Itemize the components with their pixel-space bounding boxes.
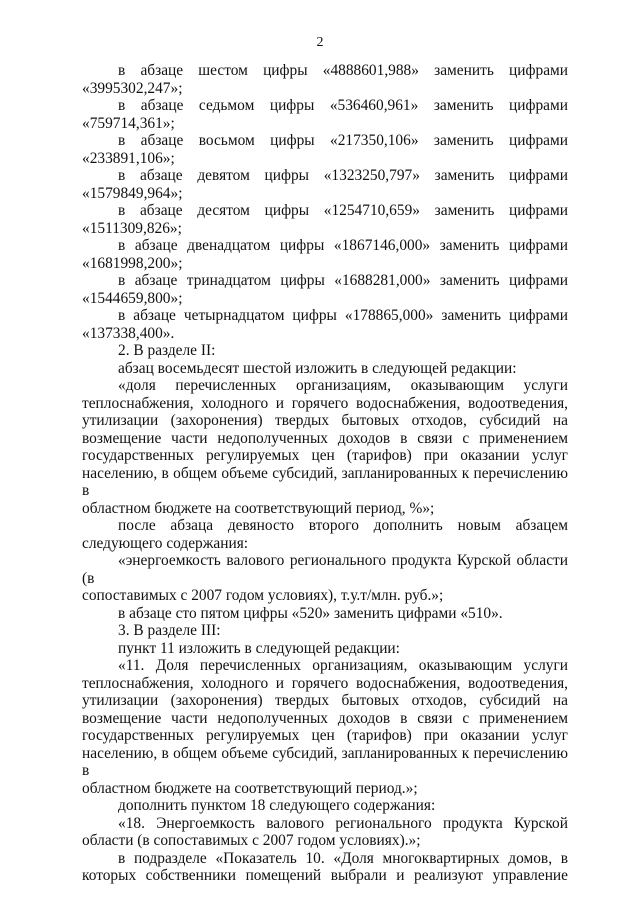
text-line: возмещение части недополученных доходов в связи с применением: [82, 429, 568, 447]
text-line: дополнить пунктом 18 следующего содержания:: [118, 797, 436, 814]
text-line: абзац восемьдесят шестой изложить в следующей редакции:: [118, 359, 517, 377]
text-line: возмещение части недополученных доходов в связи с применением: [82, 709, 568, 727]
page-number: 2: [316, 35, 324, 50]
text-line: областном бюджете на соответствующий период.»;: [82, 779, 418, 797]
text-line: населению, в общем объеме субсидий, запланированных к перечислению в: [82, 464, 568, 499]
text-line: «137338,400».: [82, 324, 175, 342]
text-line: утилизации (захоронения) твердых бытовых отходов, субсидий на: [82, 412, 568, 429]
text-line: пункт 11 изложить в следующей редакции:: [118, 639, 400, 657]
text-line: теплоснабжения, холодного и горячего водоснабжения, водоотведения,: [82, 674, 568, 692]
text-line: «759714,361»;: [82, 114, 175, 132]
text-line: «11. Доля перечисленных организациям, оказывающим услуги: [118, 657, 568, 674]
text-line: государственных регулируемых цен (тарифов) при оказании услуг: [82, 727, 568, 744]
text-line: в абзаце шестом цифры «4888601,988» заменить цифрами: [118, 62, 568, 79]
text-line: в абзаце тринадцатом цифры «1688281,000» заменить цифрами: [118, 272, 568, 289]
text-line: государственных регулируемых цен (тарифов) при оказании услуг: [82, 447, 568, 464]
text-line: теплоснабжения, холодного и горячего водоснабжения, водоотведения,: [82, 394, 568, 412]
text-line: «3995302,247»;: [82, 79, 183, 97]
text-line: после абзаца девяносто второго дополнить новым абзацем: [118, 517, 568, 534]
text-line: 3. В разделе III:: [118, 622, 221, 639]
text-line: в абзаце двенадцатом цифры «1867146,000» заменить цифрами: [118, 237, 568, 254]
text-line: «233891,106»;: [82, 149, 175, 167]
text-line: в подразделе «Показатель 10. «Доля многоквартирных домов, в: [118, 849, 568, 867]
text-line: населению, в общем объеме субсидий, запланированных к перечислению в: [82, 744, 568, 779]
text-line: утилизации (захоронения) твердых бытовых отходов, субсидий на: [82, 692, 568, 709]
text-line: в абзаце девятом цифры «1323250,797» заменить цифрами: [118, 167, 568, 184]
text-line: «1681998,200»;: [82, 254, 183, 272]
text-line: следующего содержания:: [82, 534, 249, 552]
text-line: «1511309,826»;: [82, 219, 182, 237]
text-line: «доля перечисленных организациям, оказывающим услуги: [118, 377, 568, 394]
text-line: областном бюджете на соответствующий период, %»;: [82, 499, 435, 517]
text-line: в абзаце восьмом цифры «217350,106» заменить цифрами: [118, 132, 568, 149]
text-line: которых собственники помещений выбрали и реализуют управление: [82, 867, 568, 884]
text-line: «1579849,964»;: [82, 184, 183, 202]
text-line: «энергоемкость валового регионального продукта Курской области (в: [82, 552, 568, 587]
text-line: в абзаце сто пятом цифры «520» заменить цифрами «510».: [118, 604, 503, 622]
text-line: в абзаце десятом цифры «1254710,659» заменить цифрами: [118, 202, 568, 219]
text-line: 2. В разделе II:: [118, 342, 216, 359]
document-body: [82, 62, 568, 885]
text-line: в абзаце четырнадцатом цифры «178865,000» заменить цифрами: [118, 307, 568, 324]
text-line: сопоставимых с 2007 годом условиях), т.у.т/млн. руб.»;: [82, 587, 444, 604]
text-line: области (в сопоставимых с 2007 годом условиях).»;: [82, 832, 421, 849]
text-line: «18. Энергоемкость валового регионального продукта Курской: [118, 814, 568, 832]
text-line: в абзаце седьмом цифры «536460,961» заменить цифрами: [118, 97, 568, 114]
text-line: «1544659,800»;: [82, 289, 183, 307]
